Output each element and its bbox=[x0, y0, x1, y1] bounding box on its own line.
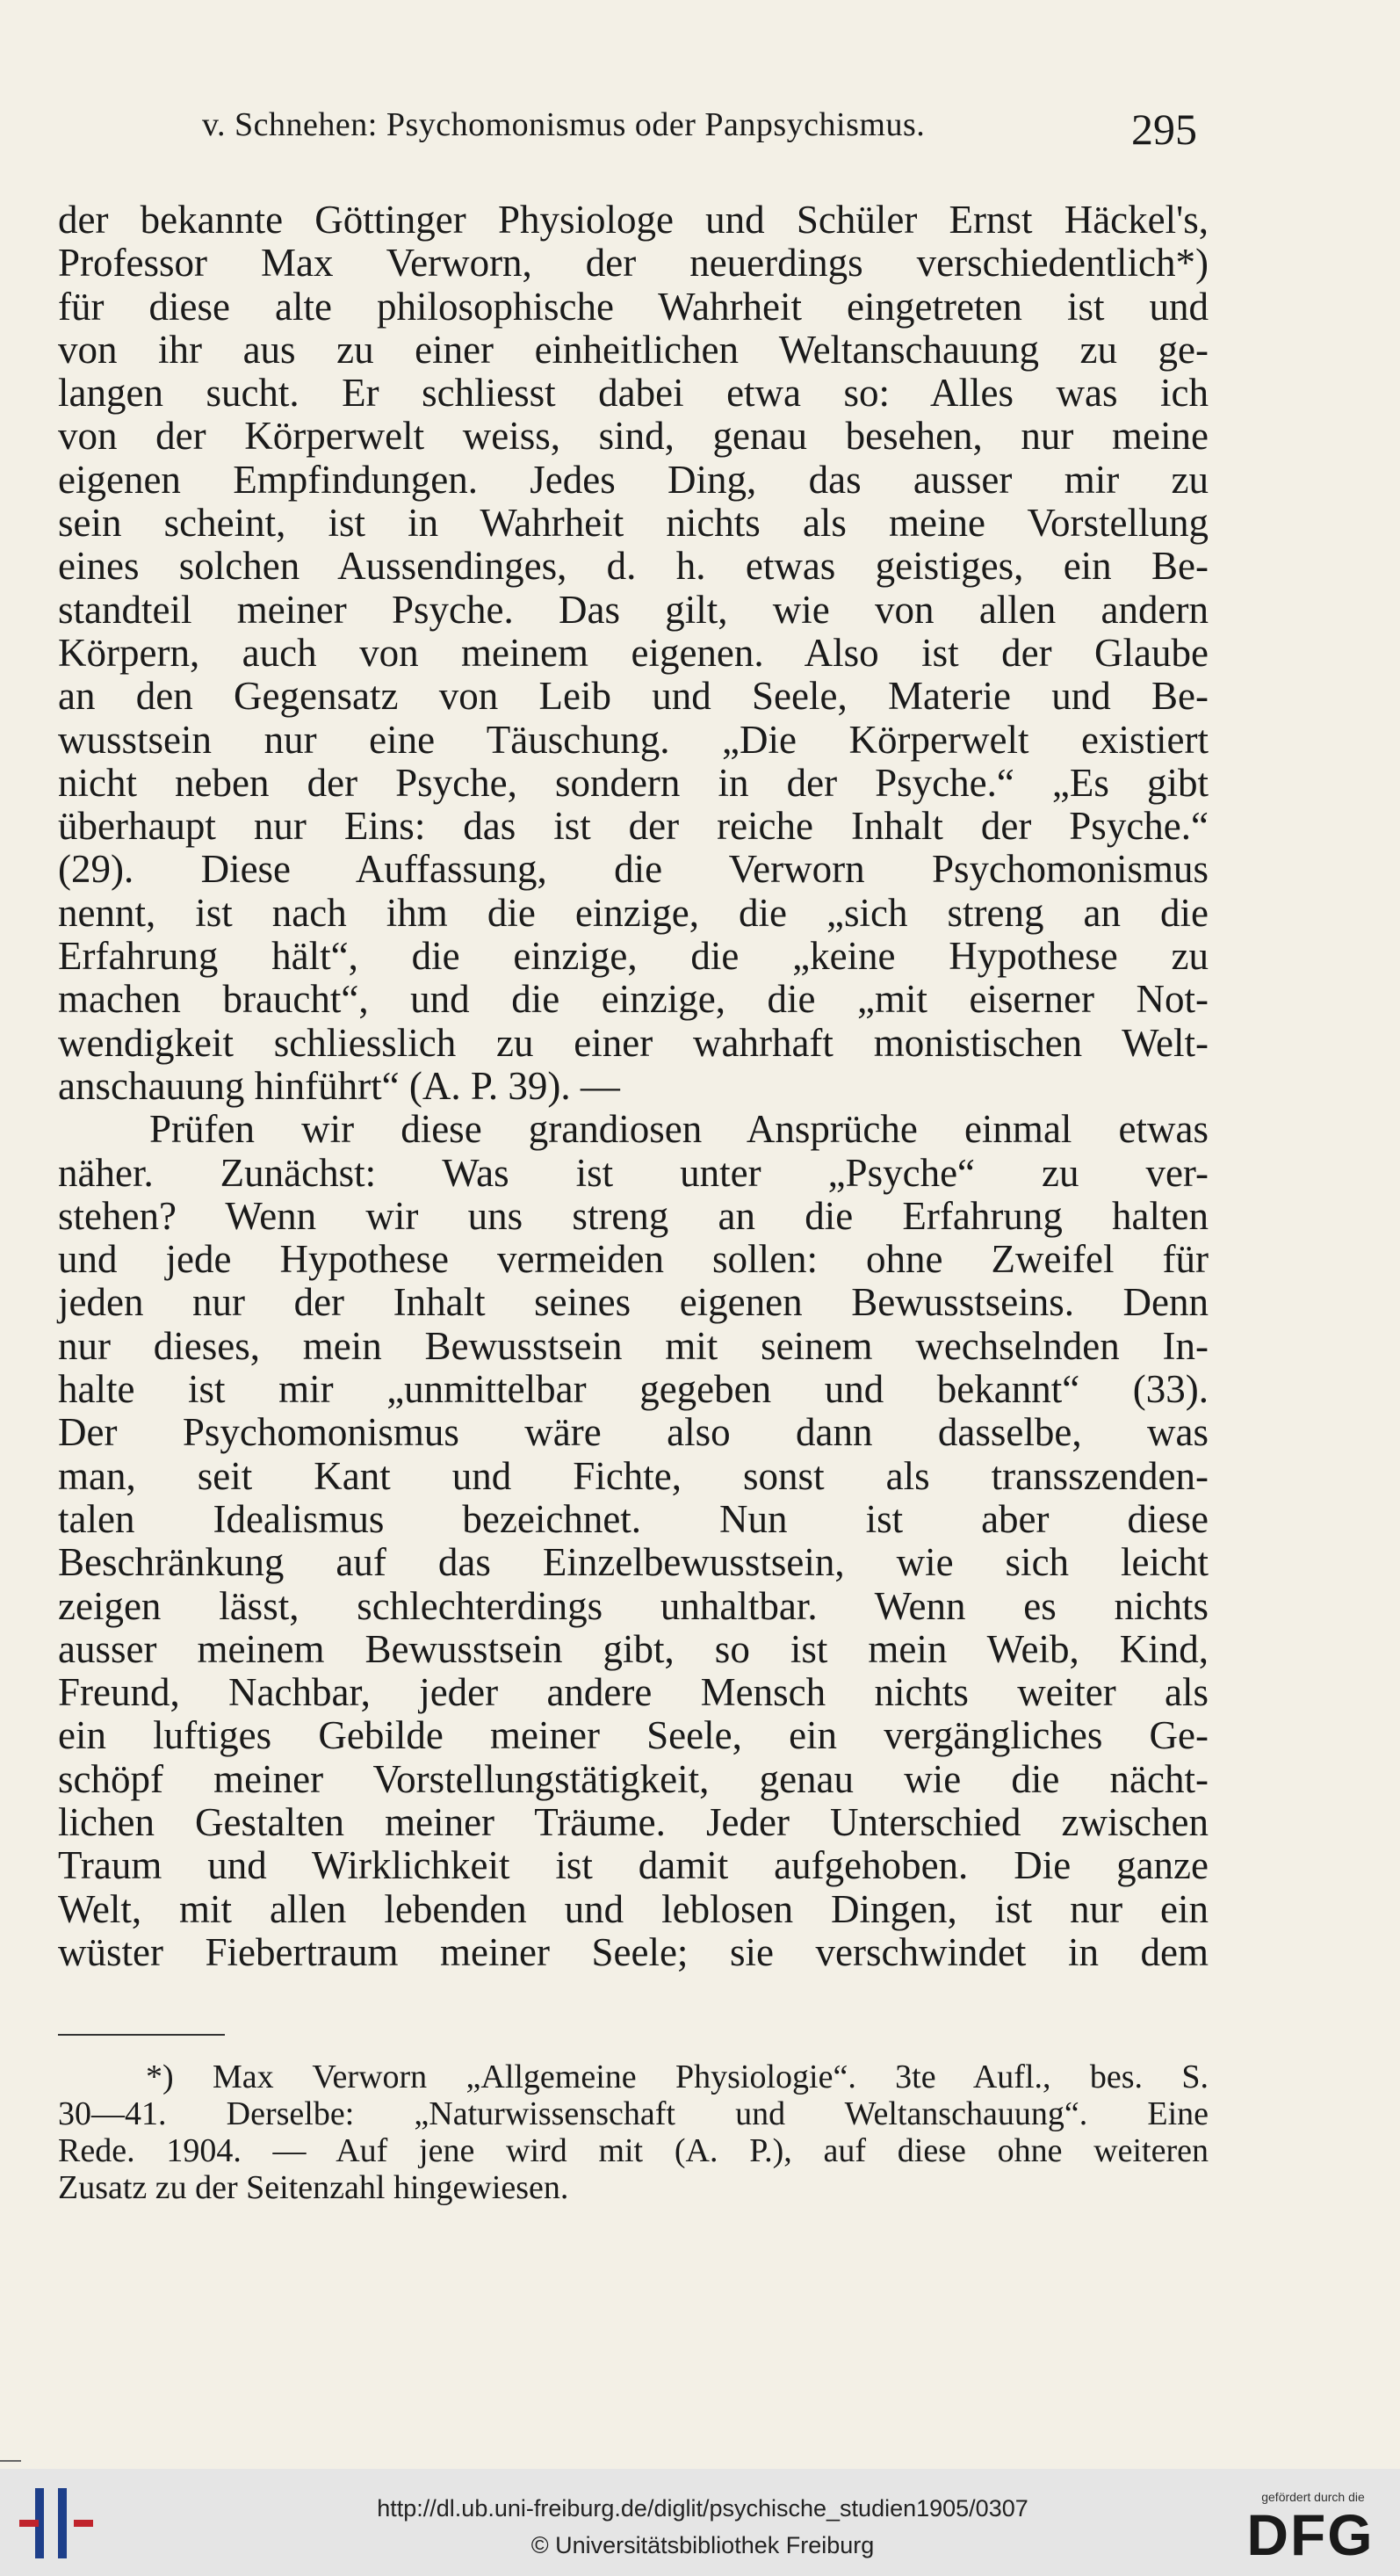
text-line: eigenen Empfindungen. Jedes Ding, das ausser mir zu bbox=[58, 457, 1209, 502]
text-line: Erfahrung hält“, die einzige, die „keine Hypothese zu bbox=[58, 934, 1209, 979]
dfg-logo: DFG bbox=[1246, 2502, 1375, 2567]
text-line: nennt, ist nach ihm die einzige, die „sich streng an die bbox=[58, 890, 1209, 935]
text-line: stehen? Wenn wir uns streng an die Erfahrung halten bbox=[58, 1193, 1209, 1238]
footnote-line: *) Max Verworn „Allgemeine Physiologie“. 3te Aufl., bes. S. bbox=[146, 2059, 1209, 2095]
text-line: ausser meinem Bewusstsein gibt, so ist mein Weib, Kind, bbox=[58, 1626, 1209, 1671]
source-url-link[interactable]: http://dl.ub.uni-freiburg.de/diglit/psychische_studien1905/0307 bbox=[377, 2495, 1028, 2522]
text-line: Der Psychomonismus wäre also dann dasselbe, was bbox=[58, 1410, 1209, 1455]
text-line: Welt, mit allen lebenden und leblosen Dingen, ist nur ein bbox=[58, 1886, 1209, 1931]
viewer-footer bbox=[0, 2469, 1400, 2576]
text-line: (29). Diese Auffassung, die Verworn Psychomonismus bbox=[58, 847, 1209, 892]
text-line: Traum und Wirklichkeit ist damit aufgehoben. Die ganze bbox=[58, 1843, 1209, 1888]
text-line: schöpf meiner Vorstellungstätigkeit, genau wie die nächt- bbox=[58, 1756, 1209, 1801]
text-line: von ihr aus zu einer einheitlichen Weltanschauung zu ge- bbox=[58, 327, 1209, 372]
footnotes bbox=[58, 2059, 1209, 2206]
page-number: 295 bbox=[1131, 105, 1197, 154]
scan-edge-mark bbox=[0, 2460, 21, 2462]
text-line: ein luftiges Gebilde meiner Seele, ein vergängliches Ge- bbox=[58, 1713, 1209, 1758]
footnote-line: Zusatz zu der Seitenzahl hingewiesen. bbox=[58, 2169, 569, 2206]
body-text bbox=[58, 199, 1209, 1974]
dfg-tagline: gefördert durch die bbox=[1261, 2490, 1365, 2504]
text-line: langen sucht. Er schliesst dabei etwa so: Alles was ich bbox=[58, 371, 1209, 416]
text-line: nicht neben der Psyche, sondern in der Psyche.“ „Es gibt bbox=[58, 760, 1209, 805]
text-line: näher. Zunächst: Was ist unter „Psyche“ zu ver- bbox=[58, 1150, 1209, 1195]
text-line: Prüfen wir diese grandiosen Ansprüche einmal etwas bbox=[149, 1107, 1209, 1152]
text-line: talen Idealismus bezeichnet. Nun ist aber diese bbox=[58, 1496, 1209, 1541]
running-title: v. Schnehen: Psychomonismus oder Panpsychismus. bbox=[202, 106, 926, 143]
text-line: Körpern, auch von meinem eigenen. Also ist der Glaube bbox=[58, 630, 1209, 675]
text-line: überhaupt nur Eins: das ist der reiche Inhalt der Psyche.“ bbox=[58, 804, 1209, 849]
footnote-line: Rede. 1904. — Auf jene wird mit (A. P.), auf diese ohne weiteren bbox=[58, 2132, 1209, 2169]
footnote-divider bbox=[58, 2034, 225, 2036]
text-line: von der Körperwelt weiss, sind, genau besehen, nur meine bbox=[58, 414, 1209, 459]
text-line: Beschränkung auf das Einzelbewusstsein, wie sich leicht bbox=[58, 1540, 1209, 1585]
text-line: sein scheint, ist in Wahrheit nichts als meine Vorstellung bbox=[58, 501, 1209, 546]
text-line: man, seit Kant und Fichte, sonst als transszenden- bbox=[58, 1453, 1209, 1498]
text-line: machen braucht“, und die einzige, die „mit eiserner Not- bbox=[58, 977, 1209, 1022]
text-line: halte ist mir „unmittelbar gegeben und bekannt“ (33). bbox=[58, 1367, 1209, 1412]
text-line: standteil meiner Psyche. Das gilt, wie von allen andern bbox=[58, 587, 1209, 632]
text-line: wusstsein nur eine Täuschung. „Die Körperwelt existiert bbox=[58, 717, 1209, 762]
text-line: an den Gegensatz von Leib und Seele, Materie und Be- bbox=[58, 674, 1209, 719]
footnote-line: 30—41. Derselbe: „Naturwissenschaft und Weltanschauung“. Eine bbox=[58, 2095, 1209, 2132]
text-line: lichen Gestalten meiner Träume. Jeder Unterschied zwischen bbox=[58, 1799, 1209, 1844]
text-line: zeigen lässt, schlechterdings unhaltbar. Wenn es nichts bbox=[58, 1583, 1209, 1628]
text-line: und jede Hypothese vermeiden sollen: ohne Zweifel für bbox=[58, 1237, 1209, 1282]
ub-freiburg-logo-icon bbox=[19, 2488, 98, 2558]
copyright-notice: © Universitätsbibliothek Freiburg bbox=[530, 2532, 875, 2558]
text-line: eines solchen Aussendinges, d. h. etwas geistiges, ein Be- bbox=[58, 544, 1209, 589]
text-line: wüster Fiebertraum meiner Seele; sie verschwindet in dem bbox=[58, 1929, 1209, 1974]
text-line: Freund, Nachbar, jeder andere Mensch nichts weiter als bbox=[58, 1670, 1209, 1715]
text-line: wendigkeit schliesslich zu einer wahrhaft monistischen Welt- bbox=[58, 1020, 1209, 1065]
text-line: nur dieses, mein Bewusstsein mit seinem wechselnden In- bbox=[58, 1323, 1209, 1368]
text-line: anschauung hinführt“ (A. P. 39). — bbox=[58, 1063, 620, 1108]
text-line: jeden nur der Inhalt seines eigenen Bewusstseins. Denn bbox=[58, 1280, 1209, 1325]
text-line: der bekannte Göttinger Physiologe und Schüler Ernst Häckel's, bbox=[58, 198, 1209, 242]
text-line: Professor Max Verworn, der neuerdings verschiedentlich*) bbox=[58, 241, 1209, 286]
text-line: für diese alte philosophische Wahrheit eingetreten ist und bbox=[58, 284, 1209, 329]
